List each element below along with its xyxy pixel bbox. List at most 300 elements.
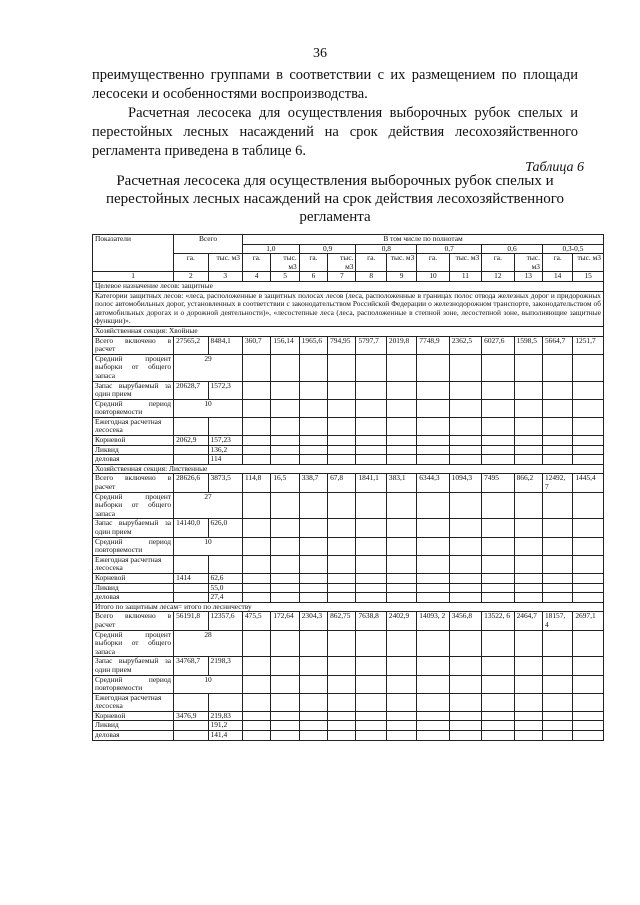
column-number: 14 <box>542 272 572 282</box>
cell-empty <box>417 555 449 573</box>
cell-empty <box>356 417 386 435</box>
cell-empty <box>356 445 386 455</box>
cell-value: 5797,7 <box>356 336 386 354</box>
cell-empty <box>386 445 416 455</box>
cell-value: 8484,1 <box>208 336 242 354</box>
cell-empty <box>174 455 208 465</box>
cell-empty <box>482 537 514 555</box>
cell-empty <box>386 492 416 519</box>
cell-empty <box>417 573 449 583</box>
cell-empty <box>417 445 449 455</box>
cell-value: 2304,3 <box>299 612 327 630</box>
cell-empty <box>299 455 327 465</box>
cell-empty <box>417 721 449 731</box>
row-label: деловая <box>93 731 174 741</box>
cell-empty <box>299 675 327 693</box>
row-label: Средний процент выборки от общего запаса <box>93 492 174 519</box>
column-number: 6 <box>299 272 327 282</box>
cell-empty <box>386 693 416 711</box>
cell-empty <box>328 519 356 537</box>
column-number: 2 <box>174 272 208 282</box>
cell-empty <box>328 721 356 731</box>
cell-empty <box>328 583 356 593</box>
cell-empty <box>271 573 299 583</box>
cell-empty <box>514 445 542 455</box>
table-row <box>93 721 604 731</box>
column-number: 15 <box>573 272 604 282</box>
cell-empty <box>449 519 481 537</box>
cell-empty <box>328 492 356 519</box>
unit-m3: тыс. м3 <box>573 254 604 272</box>
cell-value: 360,7 <box>242 336 270 354</box>
row-label: Средний процент выборки от общего запаса <box>93 354 174 381</box>
cell-empty <box>542 445 572 455</box>
paragraph: Расчетная лесосека для осуществления выборочных рубок спелых и перестойных лесных насаждений на срок действия лесохозяйственного регламента приведена в таблице 6. <box>92 105 578 159</box>
cell-value: 7495 <box>482 474 514 492</box>
cell-empty <box>482 675 514 693</box>
cell-empty <box>328 399 356 417</box>
cell-empty <box>573 711 604 721</box>
row-label: Запас вырубаемый за один прием <box>93 381 174 399</box>
row-label: Средний процент выборки от общего запаса <box>93 630 174 657</box>
column-number: 7 <box>328 272 356 282</box>
cell-empty <box>514 721 542 731</box>
table-caption: Таблица 6 <box>525 160 584 175</box>
cell-empty <box>242 537 270 555</box>
cell-empty <box>417 583 449 593</box>
cell-empty <box>573 537 604 555</box>
cell-value: 626,0 <box>208 519 242 537</box>
cell-value: 156,14 <box>271 336 299 354</box>
cell-value: 1445,4 <box>573 474 604 492</box>
cell-empty <box>356 693 386 711</box>
cell-empty <box>328 381 356 399</box>
table-row <box>93 381 604 399</box>
header-total: Всего <box>174 235 243 254</box>
cell-empty <box>449 731 481 741</box>
table-row <box>93 445 604 455</box>
cell-empty <box>242 711 270 721</box>
cell-value: 16,5 <box>271 474 299 492</box>
cell-empty <box>449 417 481 435</box>
cell-empty <box>514 731 542 741</box>
unit-m3: тыс. м3 <box>328 254 356 272</box>
cell-empty <box>271 583 299 593</box>
cell-empty <box>542 711 572 721</box>
column-number: 8 <box>356 272 386 282</box>
cell-empty <box>573 519 604 537</box>
cell-empty <box>417 455 449 465</box>
cell-value: 383,1 <box>386 474 416 492</box>
cell-empty <box>417 675 449 693</box>
cell-empty <box>271 417 299 435</box>
cell-empty <box>386 381 416 399</box>
cell-empty <box>573 399 604 417</box>
cell-empty <box>542 519 572 537</box>
cell-empty <box>271 630 299 657</box>
section-title: Хозяйственная секция: Хвойные <box>93 326 604 336</box>
cell-empty <box>271 711 299 721</box>
cell-empty <box>328 417 356 435</box>
column-number: 1 <box>93 272 174 282</box>
cell-empty <box>386 573 416 583</box>
table-row <box>93 336 604 354</box>
cell-empty <box>573 675 604 693</box>
cell-empty <box>174 555 208 573</box>
cell-empty <box>542 399 572 417</box>
cell-value: 12357,6 <box>208 612 242 630</box>
row-label: Всего включено в расчет <box>93 612 174 630</box>
cell-empty <box>573 593 604 603</box>
cell-empty <box>482 399 514 417</box>
column-number: 3 <box>208 272 242 282</box>
cell-empty <box>482 693 514 711</box>
cell-empty <box>417 492 449 519</box>
cell-empty <box>449 630 481 657</box>
cell-value: 56191,8 <box>174 612 208 630</box>
cell-empty <box>386 555 416 573</box>
cell-value: 27 <box>174 492 243 519</box>
cell-value: 27565,2 <box>174 336 208 354</box>
cell-empty <box>542 731 572 741</box>
cell-empty <box>242 555 270 573</box>
cell-empty <box>328 573 356 583</box>
cell-value: 2464,7 <box>514 612 542 630</box>
unit-ha: га. <box>299 254 327 272</box>
cell-empty <box>299 399 327 417</box>
cell-empty <box>482 519 514 537</box>
cell-empty <box>417 731 449 741</box>
cell-empty <box>542 573 572 583</box>
cell-empty <box>208 417 242 435</box>
cell-value: 5664,7 <box>542 336 572 354</box>
cell-empty <box>386 583 416 593</box>
header-density: 0,9 <box>299 244 356 254</box>
unit-ha: га. <box>542 254 572 272</box>
cell-empty <box>271 381 299 399</box>
cell-empty <box>514 492 542 519</box>
column-number: 4 <box>242 272 270 282</box>
row-label: Ликвид <box>93 721 174 731</box>
header-indicators: Показатели <box>93 235 174 272</box>
cell-empty <box>299 492 327 519</box>
cell-empty <box>356 711 386 721</box>
cell-empty <box>514 381 542 399</box>
cell-value: 3476,9 <box>174 711 208 721</box>
cell-empty <box>417 381 449 399</box>
cell-empty <box>356 731 386 741</box>
row-label: деловая <box>93 455 174 465</box>
table-row <box>93 630 604 657</box>
cell-empty <box>573 555 604 573</box>
cell-empty <box>542 555 572 573</box>
cell-empty <box>174 445 208 455</box>
cell-empty <box>542 381 572 399</box>
cell-empty <box>482 381 514 399</box>
cell-empty <box>299 381 327 399</box>
table-row <box>93 537 604 555</box>
cell-empty <box>514 630 542 657</box>
cell-empty <box>271 519 299 537</box>
cell-value: 2402,9 <box>386 612 416 630</box>
section-title: Итого по защитным лесам= итого по лесничеству <box>93 602 604 612</box>
cell-empty <box>386 399 416 417</box>
cell-empty <box>174 731 208 741</box>
section-title: Хозяйственная секция: Лиственные <box>93 464 604 474</box>
cell-empty <box>449 455 481 465</box>
cell-value: 136,2 <box>208 445 242 455</box>
cell-empty <box>208 555 242 573</box>
cell-value: 6344,3 <box>417 474 449 492</box>
row-label: Ежегодная расчетная лесосека <box>93 555 174 573</box>
cell-empty <box>271 537 299 555</box>
cell-empty <box>242 693 270 711</box>
unit-ha: га. <box>242 254 270 272</box>
cell-empty <box>328 593 356 603</box>
cell-empty <box>271 354 299 381</box>
cell-empty <box>242 657 270 675</box>
table-title: Расчетная лесосека для осуществления выборочных рубок спелых и перестойных лесных насаждений на срок действия лесохозяйственного регламента <box>105 173 564 225</box>
header-density: 0,7 <box>417 244 482 254</box>
cell-value: 2198,3 <box>208 657 242 675</box>
cell-empty <box>299 630 327 657</box>
cell-value: 13522, 6 <box>482 612 514 630</box>
cell-empty <box>482 573 514 583</box>
cell-empty <box>299 731 327 741</box>
cell-empty <box>174 721 208 731</box>
cell-empty <box>482 492 514 519</box>
cell-empty <box>174 593 208 603</box>
cell-value: 27,4 <box>208 593 242 603</box>
cell-empty <box>449 573 481 583</box>
row-label: Запас вырубаемый за один прием <box>93 519 174 537</box>
cell-value: 3873,5 <box>208 474 242 492</box>
cell-empty <box>328 537 356 555</box>
cell-empty <box>271 492 299 519</box>
table-row <box>93 417 604 435</box>
cell-empty <box>514 693 542 711</box>
cell-empty <box>208 693 242 711</box>
cell-empty <box>514 657 542 675</box>
table-row <box>93 612 604 630</box>
cell-value: 3456,8 <box>449 612 481 630</box>
cell-empty <box>417 399 449 417</box>
cell-empty <box>356 573 386 583</box>
cell-empty <box>514 436 542 446</box>
cell-empty <box>328 657 356 675</box>
table-row <box>93 573 604 583</box>
unit-m3: тыс. м3 <box>386 254 416 272</box>
table-row <box>93 492 604 519</box>
purpose-row: Целевое назначение лесов: защитные <box>93 281 604 291</box>
header-density: 0,6 <box>482 244 543 254</box>
cell-value: 28 <box>174 630 243 657</box>
cell-empty <box>356 492 386 519</box>
cell-empty <box>328 445 356 455</box>
unit-m3: тыс. м3 <box>208 254 242 272</box>
column-number: 9 <box>386 272 416 282</box>
cell-empty <box>482 354 514 381</box>
cell-empty <box>271 693 299 711</box>
cell-value: 7638,8 <box>356 612 386 630</box>
table-row <box>93 731 604 741</box>
cell-empty <box>514 711 542 721</box>
cell-empty <box>328 455 356 465</box>
cell-value: 219,83 <box>208 711 242 721</box>
cell-empty <box>356 436 386 446</box>
cell-empty <box>242 731 270 741</box>
cell-value: 1965,6 <box>299 336 327 354</box>
table-row <box>93 593 604 603</box>
row-label: Корневой <box>93 436 174 446</box>
cell-empty <box>417 711 449 721</box>
cell-empty <box>356 721 386 731</box>
cell-empty <box>514 593 542 603</box>
cell-empty <box>242 354 270 381</box>
cell-empty <box>542 593 572 603</box>
cell-value: 18157, 4 <box>542 612 572 630</box>
table-row <box>93 399 604 417</box>
cell-empty <box>328 693 356 711</box>
cell-empty <box>242 721 270 731</box>
column-number: 11 <box>449 272 481 282</box>
cell-value: 14140,0 <box>174 519 208 537</box>
table-row <box>93 474 604 492</box>
cell-empty <box>356 630 386 657</box>
cell-empty <box>356 555 386 573</box>
row-label: Средний период повторяемости <box>93 675 174 693</box>
cell-empty <box>299 573 327 583</box>
cell-empty <box>386 436 416 446</box>
table-row <box>93 519 604 537</box>
cell-empty <box>417 537 449 555</box>
cell-empty <box>386 731 416 741</box>
cell-empty <box>573 492 604 519</box>
cell-value: 866,2 <box>514 474 542 492</box>
cell-value: 10 <box>174 537 243 555</box>
cell-empty <box>514 583 542 593</box>
cell-empty <box>386 417 416 435</box>
cell-empty <box>356 583 386 593</box>
cell-empty <box>449 583 481 593</box>
cell-empty <box>482 630 514 657</box>
cell-value: 20628,7 <box>174 381 208 399</box>
cell-value: 2019,8 <box>386 336 416 354</box>
cell-empty <box>356 519 386 537</box>
cell-empty <box>417 630 449 657</box>
cell-empty <box>449 721 481 731</box>
cell-value: 2362,5 <box>449 336 481 354</box>
cell-empty <box>242 583 270 593</box>
cell-empty <box>449 354 481 381</box>
cell-empty <box>356 455 386 465</box>
cell-empty <box>573 721 604 731</box>
cell-value: 28626,6 <box>174 474 208 492</box>
row-label: Всего включено в расчет <box>93 336 174 354</box>
cell-empty <box>242 381 270 399</box>
cell-empty <box>271 555 299 573</box>
cell-empty <box>386 593 416 603</box>
row-label: Ликвид <box>93 583 174 593</box>
cell-empty <box>482 555 514 573</box>
column-number: 12 <box>482 272 514 282</box>
cell-empty <box>417 657 449 675</box>
cell-empty <box>514 399 542 417</box>
cell-empty <box>482 417 514 435</box>
cell-empty <box>542 693 572 711</box>
cell-value: 191,2 <box>208 721 242 731</box>
cell-empty <box>449 555 481 573</box>
row-label: Ежегодная расчетная лесосека <box>93 417 174 435</box>
cell-empty <box>386 455 416 465</box>
cell-value: 141,4 <box>208 731 242 741</box>
table-row <box>93 583 604 593</box>
cell-empty <box>482 711 514 721</box>
cell-empty <box>514 417 542 435</box>
cell-empty <box>573 573 604 583</box>
page-number: 36 <box>313 46 327 61</box>
cell-empty <box>242 675 270 693</box>
cell-empty <box>542 455 572 465</box>
table-row <box>93 693 604 711</box>
cell-empty <box>417 593 449 603</box>
cell-value: 62,6 <box>208 573 242 583</box>
cell-empty <box>386 711 416 721</box>
cell-empty <box>482 583 514 593</box>
row-label: Всего включено в расчет <box>93 474 174 492</box>
cell-empty <box>542 721 572 731</box>
cell-empty <box>449 445 481 455</box>
column-number: 5 <box>271 272 299 282</box>
table-row <box>93 555 604 573</box>
cell-empty <box>573 657 604 675</box>
cell-empty <box>174 417 208 435</box>
cell-empty <box>449 436 481 446</box>
cell-empty <box>573 630 604 657</box>
cell-value: 114 <box>208 455 242 465</box>
cell-value: 1841,1 <box>356 474 386 492</box>
header-density: 0,8 <box>356 244 417 254</box>
unit-ha: га. <box>417 254 449 272</box>
unit-m3: тыс. м3 <box>271 254 299 272</box>
row-label: Корневой <box>93 573 174 583</box>
cell-empty <box>482 657 514 675</box>
cell-empty <box>482 593 514 603</box>
cell-empty <box>542 537 572 555</box>
cell-empty <box>482 721 514 731</box>
cell-value: 1251,7 <box>573 336 604 354</box>
cell-empty <box>449 593 481 603</box>
table-row <box>93 675 604 693</box>
cell-empty <box>449 693 481 711</box>
column-number: 13 <box>514 272 542 282</box>
cell-empty <box>449 381 481 399</box>
unit-ha: га. <box>174 254 208 272</box>
cell-value: 862,75 <box>328 612 356 630</box>
row-label: деловая <box>93 593 174 603</box>
cell-empty <box>573 354 604 381</box>
cell-empty <box>299 657 327 675</box>
cell-value: 1094,3 <box>449 474 481 492</box>
cell-empty <box>573 583 604 593</box>
cell-empty <box>299 593 327 603</box>
cell-empty <box>482 445 514 455</box>
cell-value: 338,7 <box>299 474 327 492</box>
cell-empty <box>299 555 327 573</box>
cell-value: 67,8 <box>328 474 356 492</box>
cell-empty <box>514 519 542 537</box>
cell-empty <box>386 354 416 381</box>
